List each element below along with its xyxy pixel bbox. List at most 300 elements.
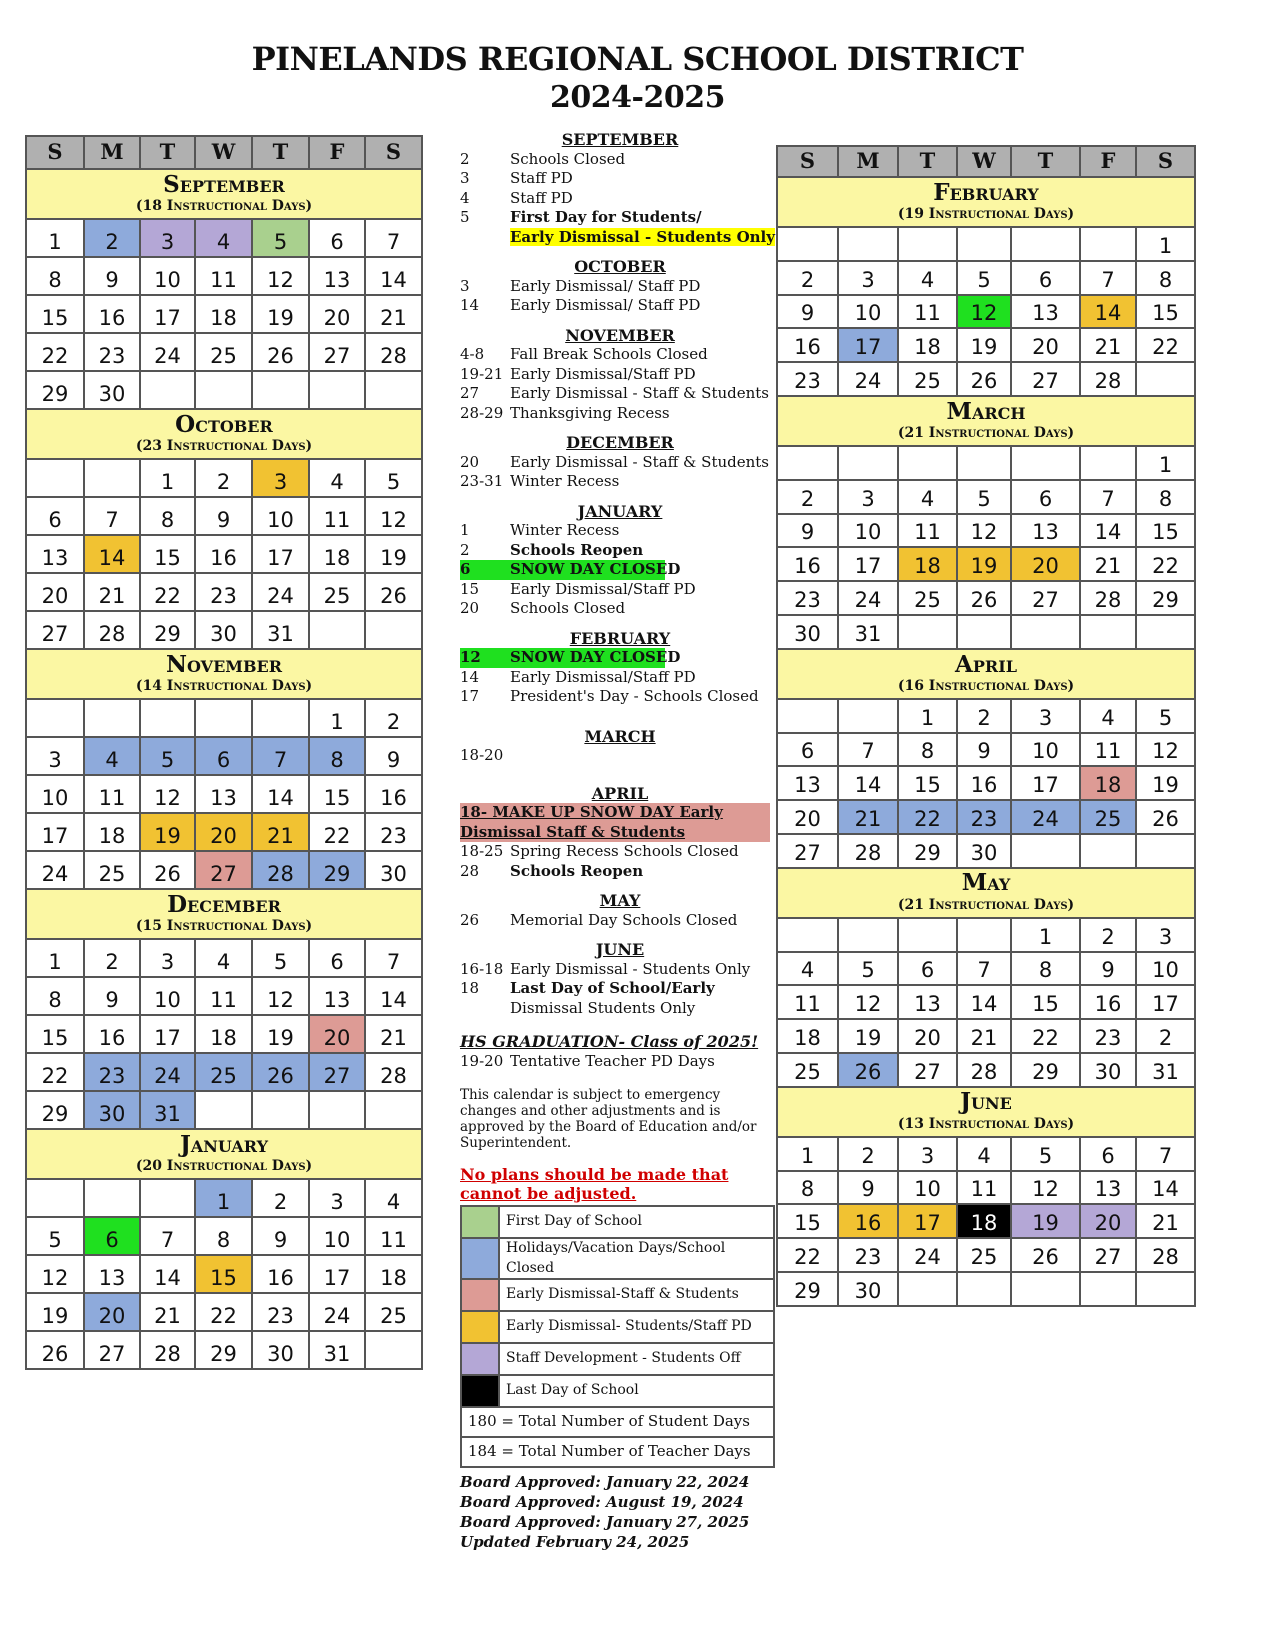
day-cell: 4 (898, 261, 957, 295)
day-cell: 28 (1080, 362, 1136, 396)
day-cell: 22 (26, 1053, 84, 1091)
day-cell: 12 (26, 1255, 84, 1293)
day-cell: 14 (140, 1255, 195, 1293)
day-cell: 6 (777, 733, 838, 767)
day-cell: 1 (1136, 446, 1195, 480)
day-cell: 19 (838, 1019, 898, 1053)
empty-cell (365, 1331, 422, 1369)
day-cell: 3 (26, 737, 84, 775)
legend-label: Staff Development - Students Off (499, 1343, 774, 1375)
day-cell: 29 (26, 1091, 84, 1129)
day-cell: 15 (1136, 514, 1195, 548)
week-row (26, 219, 422, 257)
day-cell: 22 (898, 800, 957, 834)
day-cell: 31 (838, 615, 898, 649)
day-cell: 25 (898, 362, 957, 396)
week-row (777, 1204, 1195, 1238)
day-cell: 19 (26, 1293, 84, 1331)
day-cell: 20 (84, 1293, 140, 1331)
day-cell: 5 (252, 219, 309, 257)
events-heading-march: MARCH (584, 726, 656, 746)
day-cell: 24 (140, 333, 195, 371)
day-cell: 1 (195, 1179, 252, 1217)
weekday-label: T (1011, 146, 1080, 177)
legend-label: Early Dismissal-Staff & Students (499, 1279, 774, 1311)
weekday-header-row (777, 146, 1195, 177)
week-row (777, 952, 1195, 986)
day-cell: 9 (365, 737, 422, 775)
month-name: December (167, 890, 281, 918)
day-cell: 16 (957, 766, 1011, 800)
day-cell: 17 (140, 1015, 195, 1053)
legend-row (461, 1206, 774, 1238)
day-cell: 3 (309, 1179, 365, 1217)
day-cell: 4 (898, 480, 957, 514)
event-item: 2 Schools Closed (460, 149, 626, 168)
day-cell: 9 (777, 295, 838, 329)
day-cell: 29 (777, 1272, 838, 1306)
approval-dates (460, 1472, 780, 1552)
legend-swatch (461, 1343, 499, 1375)
day-cell: 23 (252, 1293, 309, 1331)
day-cell: 18 (195, 1015, 252, 1053)
day-cell: 12 (1011, 1171, 1080, 1205)
week-row (777, 261, 1195, 295)
day-cell: 3 (838, 480, 898, 514)
day-cell: 14 (1080, 295, 1136, 329)
day-cell: 8 (898, 733, 957, 767)
day-cell: 1 (777, 1137, 838, 1171)
month-name: November (165, 650, 282, 678)
day-cell: 3 (252, 459, 309, 497)
empty-cell (1080, 1272, 1136, 1306)
day-cell: 17 (252, 535, 309, 573)
day-cell: 25 (365, 1293, 422, 1331)
event-item: 20 Early Dismissal - Staff & Students (460, 452, 770, 471)
empty-cell (309, 371, 365, 409)
day-cell: 27 (1011, 362, 1080, 396)
day-cell: 23 (777, 362, 838, 396)
week-row (777, 834, 1195, 868)
weekday-label: T (140, 136, 195, 169)
day-cell: 30 (84, 1091, 140, 1129)
day-cell: 30 (777, 615, 838, 649)
week-row (777, 581, 1195, 615)
week-row (777, 328, 1195, 362)
day-cell: 29 (309, 851, 365, 889)
week-row (777, 514, 1195, 548)
day-cell: 22 (777, 1238, 838, 1272)
day-cell: 12 (957, 514, 1011, 548)
day-cell: 2 (252, 1179, 309, 1217)
day-cell: 10 (838, 295, 898, 329)
legend-swatch (461, 1238, 499, 1279)
day-cell: 4 (777, 952, 838, 986)
day-cell: 10 (838, 514, 898, 548)
month-name: September (163, 170, 285, 198)
day-cell: 18 (898, 547, 957, 581)
day-cell: 22 (195, 1293, 252, 1331)
early-dismissal-highlight: Early Dismissal - Students Only (510, 227, 775, 246)
day-cell: 14 (1136, 1171, 1195, 1205)
week-row (777, 699, 1195, 733)
empty-cell (365, 371, 422, 409)
day-cell: 2 (1136, 1019, 1195, 1053)
day-cell: 29 (195, 1331, 252, 1369)
day-cell: 26 (957, 581, 1011, 615)
day-cell: 3 (140, 219, 195, 257)
day-cell: 7 (1080, 480, 1136, 514)
day-cell: 18 (365, 1255, 422, 1293)
event-item: 2 Schools Reopen (460, 540, 644, 559)
weekday-label: M (838, 146, 898, 177)
day-cell: 21 (1136, 1204, 1195, 1238)
weekday-label: M (84, 136, 140, 169)
week-row (777, 1238, 1195, 1272)
day-cell: 24 (838, 581, 898, 615)
legend-swatch (461, 1279, 499, 1311)
district-title: PINELANDS REGIONAL SCHOOL DISTRICT (251, 40, 1024, 78)
color-legend (460, 1205, 775, 1468)
day-cell: 29 (26, 371, 84, 409)
empty-cell (252, 1091, 309, 1129)
day-cell: 14 (365, 257, 422, 295)
day-cell: 28 (140, 1331, 195, 1369)
day-cell: 11 (309, 497, 365, 535)
weekday-label: S (26, 136, 84, 169)
day-cell: 17 (838, 328, 898, 362)
day-cell: 27 (309, 1053, 365, 1091)
events-panel (460, 130, 780, 1552)
day-cell: 17 (140, 295, 195, 333)
empty-cell (195, 1091, 252, 1129)
day-cell: 19 (252, 1015, 309, 1053)
day-cell: 15 (898, 766, 957, 800)
event-item: 14 Early Dismissal/Staff PD (460, 667, 696, 686)
day-cell: 19 (1011, 1204, 1080, 1238)
event-item: 5 First Day for Students/ (460, 208, 702, 226)
day-cell: 12 (252, 977, 309, 1015)
weekday-label: S (1136, 146, 1195, 177)
day-cell: 28 (365, 333, 422, 371)
empty-cell (957, 227, 1011, 261)
day-cell: 1 (140, 459, 195, 497)
empty-cell (1136, 1272, 1195, 1306)
empty-cell (140, 699, 195, 737)
day-cell: 19 (1136, 766, 1195, 800)
calendar-left (25, 135, 423, 1370)
day-cell: 8 (309, 737, 365, 775)
month-header (777, 177, 1195, 227)
day-cell: 2 (838, 1137, 898, 1171)
event-item: 20 Schools Closed (460, 599, 626, 617)
day-cell: 15 (26, 1015, 84, 1053)
day-cell: 15 (195, 1255, 252, 1293)
instructional-days: (21 Instructional Days) (897, 425, 1075, 442)
events-heading-january: JANUARY (577, 501, 663, 521)
day-cell: 30 (84, 371, 140, 409)
day-cell: 5 (838, 952, 898, 986)
instructional-days: (15 Instructional Days) (135, 918, 313, 935)
events-heading-february: FEBRUARY (569, 628, 671, 648)
weekday-label: S (777, 146, 838, 177)
day-cell: 12 (838, 985, 898, 1019)
day-cell: 29 (1011, 1053, 1080, 1087)
day-cell: 25 (84, 851, 140, 889)
day-cell: 21 (365, 1015, 422, 1053)
week-row (777, 362, 1195, 396)
week-row (26, 257, 422, 295)
day-cell: 18 (777, 1019, 838, 1053)
day-cell: 21 (365, 295, 422, 333)
day-cell: 11 (898, 295, 957, 329)
day-cell: 16 (365, 775, 422, 813)
day-cell: 11 (957, 1171, 1011, 1205)
weekday-label: T (252, 136, 309, 169)
empty-cell (777, 918, 838, 952)
day-cell: 2 (365, 699, 422, 737)
day-cell: 5 (957, 261, 1011, 295)
day-cell: 3 (838, 261, 898, 295)
graduation-item: 19-20 Tentative Teacher PD Days (460, 1051, 715, 1070)
month-header (26, 1129, 422, 1179)
empty-cell (1011, 615, 1080, 649)
week-row (777, 1053, 1195, 1087)
day-cell: 30 (252, 1331, 309, 1369)
week-row (26, 295, 422, 333)
empty-cell (838, 446, 898, 480)
day-cell: 6 (898, 952, 957, 986)
day-cell: 18 (957, 1204, 1011, 1238)
event-item: 18 Last Day of School/Early (460, 979, 715, 997)
week-row (26, 775, 422, 813)
month-header (26, 649, 422, 699)
week-row (26, 459, 422, 497)
day-cell: 20 (309, 1015, 365, 1053)
day-cell: 24 (309, 1293, 365, 1331)
empty-cell (957, 918, 1011, 952)
day-cell: 17 (838, 547, 898, 581)
day-cell: 25 (898, 581, 957, 615)
day-cell: 9 (84, 977, 140, 1015)
day-cell: 4 (957, 1137, 1011, 1171)
empty-cell (1080, 446, 1136, 480)
day-cell: 13 (777, 766, 838, 800)
empty-cell (26, 459, 84, 497)
day-cell: 22 (1136, 328, 1195, 362)
instructional-days: (16 Instructional Days) (897, 677, 1075, 694)
day-cell: 25 (777, 1053, 838, 1087)
day-cell: 7 (365, 219, 422, 257)
day-cell: 26 (1011, 1238, 1080, 1272)
day-cell: 17 (26, 813, 84, 851)
day-cell: 2 (1080, 918, 1136, 952)
day-cell: 9 (777, 514, 838, 548)
approval-line: Updated February 24, 2025 (460, 1533, 690, 1551)
empty-cell (1011, 1272, 1080, 1306)
day-cell: 8 (1011, 952, 1080, 986)
empty-cell (957, 446, 1011, 480)
disclaimer-text: This calendar is subject to emergency changes and other adjustments and is approved by the Board of Education and/or Superintendent. (460, 1087, 757, 1151)
day-cell: 23 (838, 1238, 898, 1272)
month-header (777, 396, 1195, 446)
day-cell: 28 (838, 834, 898, 868)
week-row (777, 446, 1195, 480)
day-cell: 15 (1011, 985, 1080, 1019)
week-row (777, 1019, 1195, 1053)
day-cell: 24 (838, 362, 898, 396)
day-cell: 11 (1080, 733, 1136, 767)
week-row (26, 497, 422, 535)
empty-cell (252, 371, 309, 409)
day-cell: 26 (1136, 800, 1195, 834)
month-header (777, 649, 1195, 699)
event-item-snow-day: 6 SNOW DAY CLOSED (460, 560, 681, 578)
day-cell: 16 (777, 547, 838, 581)
day-cell: 5 (26, 1217, 84, 1255)
day-cell: 19 (140, 813, 195, 851)
day-cell: 15 (777, 1204, 838, 1238)
weekday-label: S (365, 136, 422, 169)
day-cell: 18 (898, 328, 957, 362)
day-cell: 18 (195, 295, 252, 333)
day-cell: 26 (252, 1053, 309, 1091)
day-cell: 26 (140, 851, 195, 889)
events-heading-september: SEPTEMBER (561, 130, 679, 149)
day-cell: 19 (957, 547, 1011, 581)
day-cell: 7 (140, 1217, 195, 1255)
day-cell: 10 (1011, 733, 1080, 767)
day-cell: 10 (898, 1171, 957, 1205)
day-cell: 30 (195, 611, 252, 649)
day-cell: 28 (1080, 581, 1136, 615)
day-cell: 11 (365, 1217, 422, 1255)
week-row (26, 1293, 422, 1331)
empty-cell (1011, 227, 1080, 261)
day-cell: 21 (140, 1293, 195, 1331)
events-heading-november: NOVEMBER (565, 325, 675, 345)
day-cell: 6 (26, 497, 84, 535)
weekday-label: F (309, 136, 365, 169)
day-cell: 26 (365, 573, 422, 611)
no-plans-warning: No plans should be made that cannot be adjusted. (460, 1165, 729, 1203)
day-cell: 13 (1011, 514, 1080, 548)
instructional-days: (21 Instructional Days) (897, 896, 1075, 913)
day-cell: 23 (1080, 1019, 1136, 1053)
day-cell: 25 (309, 573, 365, 611)
day-cell: 6 (1011, 261, 1080, 295)
events-heading-june: JUNE (595, 940, 645, 959)
day-cell: 2 (777, 480, 838, 514)
day-cell: 22 (1011, 1019, 1080, 1053)
month-name: January (179, 1130, 269, 1158)
day-cell: 6 (1080, 1137, 1136, 1171)
month-name: February (933, 178, 1039, 206)
event-item (460, 228, 780, 248)
day-cell: 16 (777, 328, 838, 362)
day-cell: 3 (140, 939, 195, 977)
empty-cell (26, 699, 84, 737)
legend-label: Last Day of School (499, 1375, 774, 1407)
day-cell: 24 (26, 851, 84, 889)
day-cell: 25 (195, 1053, 252, 1091)
weekday-label: W (957, 146, 1011, 177)
day-cell: 20 (777, 800, 838, 834)
week-row (26, 573, 422, 611)
day-cell: 28 (957, 1053, 1011, 1087)
legend-row (461, 1238, 774, 1279)
empty-cell (838, 227, 898, 261)
day-cell: 28 (84, 611, 140, 649)
day-cell: 10 (140, 977, 195, 1015)
empty-cell (84, 1179, 140, 1217)
day-cell: 13 (195, 775, 252, 813)
day-cell: 11 (195, 977, 252, 1015)
event-item: 4 Staff PD (460, 188, 573, 207)
day-cell: 13 (898, 985, 957, 1019)
day-cell: 8 (1136, 480, 1195, 514)
day-cell: 16 (195, 535, 252, 573)
event-item: 23-31 Winter Recess (460, 472, 620, 490)
day-cell: 24 (898, 1238, 957, 1272)
day-cell: 1 (1011, 918, 1080, 952)
day-cell: 29 (140, 611, 195, 649)
weekday-header-row (26, 136, 422, 169)
day-cell: 16 (1080, 985, 1136, 1019)
day-cell: 30 (1080, 1053, 1136, 1087)
day-cell: 27 (84, 1331, 140, 1369)
day-cell: 14 (252, 775, 309, 813)
week-row (777, 295, 1195, 329)
day-cell: 27 (898, 1053, 957, 1087)
day-cell: 8 (26, 257, 84, 295)
day-cell: 19 (957, 328, 1011, 362)
day-cell: 7 (838, 733, 898, 767)
empty-cell (898, 1272, 957, 1306)
events-heading-may: MAY (599, 891, 641, 910)
day-cell: 28 (1136, 1238, 1195, 1272)
day-cell: 30 (365, 851, 422, 889)
empty-cell (1080, 834, 1136, 868)
event-item: 18-25 Spring Recess Schools Closed (460, 842, 739, 860)
empty-cell (898, 615, 957, 649)
events-heading-april: APRIL (591, 783, 649, 803)
day-cell: 15 (26, 295, 84, 333)
day-cell: 12 (1136, 733, 1195, 767)
event-item: 1 Winter Recess (460, 521, 620, 539)
empty-cell (195, 699, 252, 737)
events-heading-december: DECEMBER (566, 433, 674, 452)
event-item: 4-8 Fall Break Schools Closed (460, 345, 708, 363)
month-name: June (960, 1088, 1012, 1116)
day-cell: 18 (309, 535, 365, 573)
day-cell: 6 (309, 219, 365, 257)
week-row (777, 1171, 1195, 1205)
month-name: May (961, 869, 1011, 897)
day-cell: 21 (252, 813, 309, 851)
empty-cell (777, 699, 838, 733)
week-row (26, 1217, 422, 1255)
day-cell: 25 (195, 333, 252, 371)
day-cell: 20 (1080, 1204, 1136, 1238)
day-cell: 10 (309, 1217, 365, 1255)
day-cell: 3 (898, 1137, 957, 1171)
approval-line: Board Approved: January 22, 2024 (460, 1473, 750, 1491)
instructional-days: (13 Instructional Days) (897, 1115, 1075, 1132)
day-cell: 2 (777, 261, 838, 295)
empty-cell (309, 611, 365, 649)
day-cell: 2 (84, 219, 140, 257)
